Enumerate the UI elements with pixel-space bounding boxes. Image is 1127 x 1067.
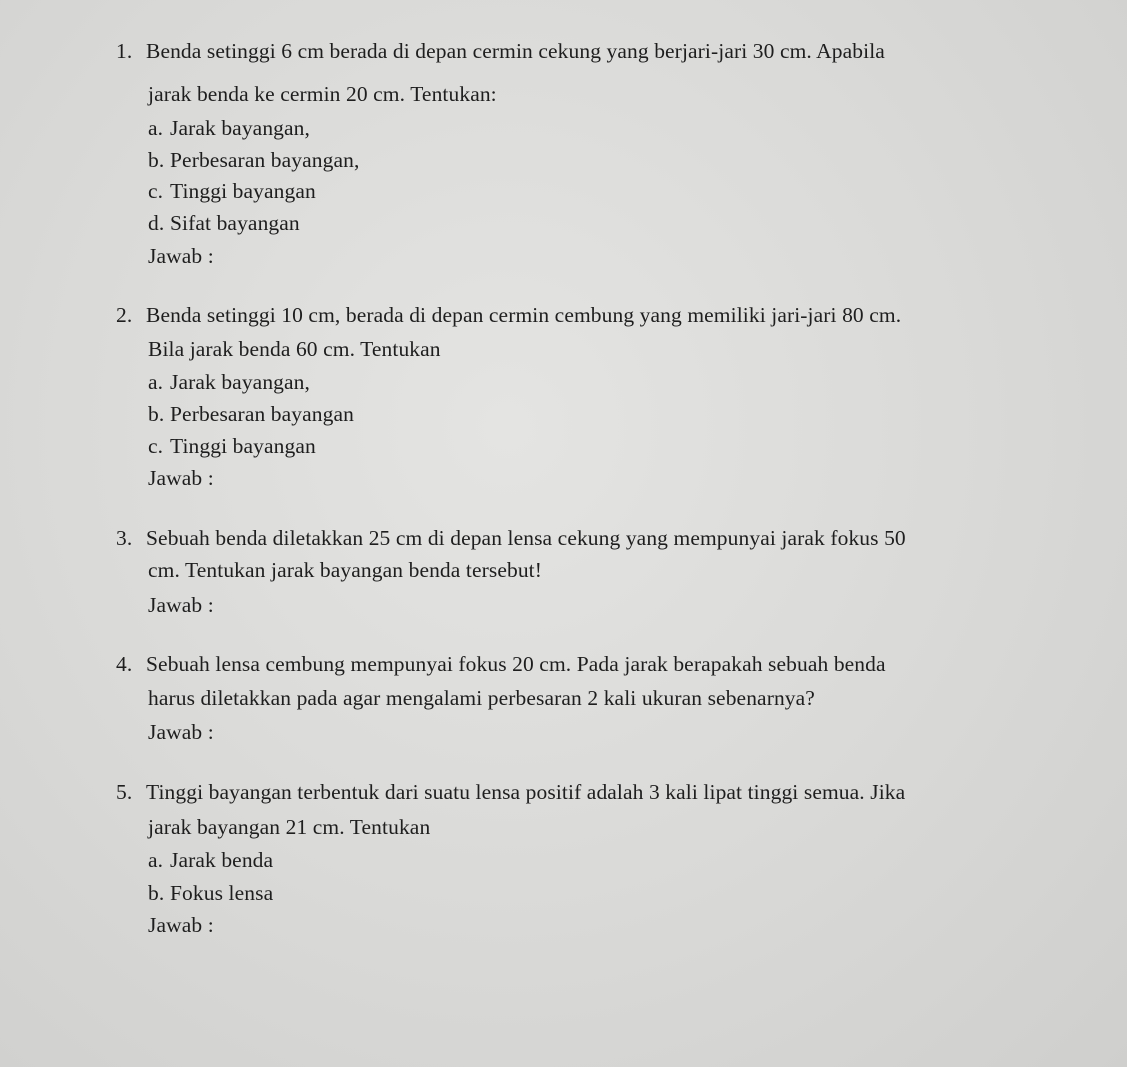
question-4-line-1 <box>116 651 886 677</box>
question-3-number: 3. <box>116 526 133 550</box>
question-2-number: 2. <box>116 303 133 327</box>
question-1-option-a: a. Jarak bayangan, <box>148 116 310 140</box>
question-1-line-1 <box>116 38 885 64</box>
question-2-option-a: a. Jarak bayangan, <box>148 370 310 394</box>
question-3-answer-label: Jawab : <box>148 593 214 617</box>
question-4-line-2: harus diletakkan pada agar mengalami perbesaran 2 kali ukuran sebenarnya? <box>148 686 815 710</box>
question-1-option-b: b. Perbesaran bayangan, <box>148 148 360 172</box>
question-5-option-a: a. Jarak benda <box>148 848 274 872</box>
question-4-text-1: Sebuah lensa cembung mempunyai fokus 20 cm. Pada jarak berapakah sebuah benda <box>146 652 886 676</box>
question-1-answer-label: Jawab : <box>148 244 214 268</box>
question-2-line-2: Bila jarak benda 60 cm. Tentukan <box>148 337 441 361</box>
question-5-option-b: b. Fokus lensa <box>148 881 274 905</box>
question-5-line-2: jarak bayangan 21 cm. Tentukan <box>148 815 431 839</box>
question-1-line-2: jarak benda ke cermin 20 cm. Tentukan: <box>148 82 497 106</box>
question-1-option-c: c. Tinggi bayangan <box>148 179 316 203</box>
question-5-line-1 <box>116 779 905 805</box>
question-3-text-1: Sebuah benda diletakkan 25 cm di depan lensa cekung yang mempunyai jarak fokus 50 <box>146 526 906 550</box>
question-3-line-2: cm. Tentukan jarak bayangan benda tersebut! <box>148 558 543 582</box>
question-2-line-1 <box>116 302 901 328</box>
question-5-answer-label: Jawab : <box>148 913 214 937</box>
question-2-option-b: b. Perbesaran bayangan <box>148 402 354 426</box>
question-2-option-c: c. Tinggi bayangan <box>148 434 316 458</box>
question-3-line-1 <box>116 525 906 551</box>
question-5-number: 5. <box>116 780 133 804</box>
question-4-number: 4. <box>116 652 133 676</box>
question-4-answer-label: Jawab : <box>148 720 214 744</box>
question-5-text-1: Tinggi bayangan terbentuk dari suatu lensa positif adalah 3 kali lipat tinggi semua. Jika <box>146 780 906 804</box>
question-1-number: 1. <box>116 39 133 63</box>
question-1-text-1: Benda setinggi 6 cm berada di depan cermin cekung yang berjari-jari 30 cm. Apabila <box>146 39 885 63</box>
question-1-option-d: d. Sifat bayangan <box>148 211 300 235</box>
question-2-answer-label: Jawab : <box>148 466 214 490</box>
question-2-text-1: Benda setinggi 10 cm, berada di depan cermin cembung yang memiliki jari-jari 80 cm. <box>146 303 902 327</box>
